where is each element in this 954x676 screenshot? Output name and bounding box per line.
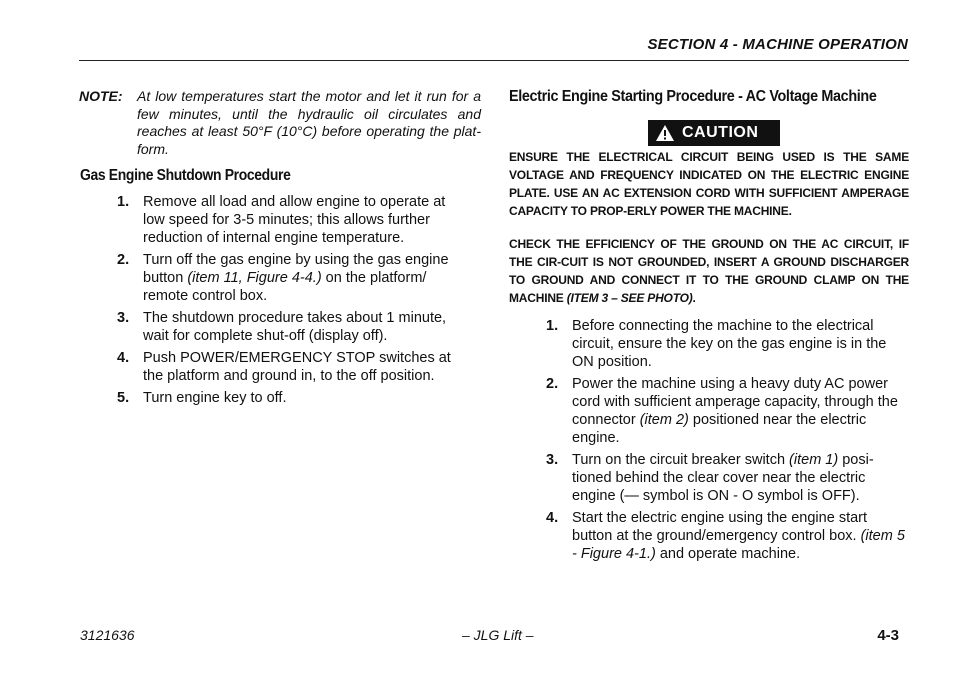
list-item bbox=[117, 349, 469, 385]
step-number: 2. bbox=[546, 376, 559, 392]
step-text: Remove all load and allow engine to operate at low speed for 3-5 minutes; this allows further reduction of internal engine temperature. bbox=[143, 194, 446, 246]
list-item bbox=[546, 375, 910, 447]
ac-start-heading: Electric Engine Starting Procedure - AC Voltage Machine bbox=[509, 88, 877, 105]
item-reference: (item 1) bbox=[789, 452, 839, 468]
step-number: 4. bbox=[117, 350, 130, 366]
header-divider bbox=[79, 60, 909, 61]
document-number: 3121636 bbox=[80, 627, 135, 643]
gas-shutdown-heading: Gas Engine Shutdown Procedure bbox=[80, 167, 291, 184]
caution-text-ground: CHECK THE EFFICIENCY OF THE GROUND ON THE AC CIRCUIT, IF THE CIR-CUIT IS NOT GROUNDED, INSERT A GROUND DISCHARGER TO GROUND AND CONNECT IT TO THE GROUND CLAMP ON THE MACHINE (ITEM 3 – SEE PHOTO). bbox=[509, 237, 909, 305]
caution-label: CAUTION bbox=[682, 124, 759, 141]
list-item bbox=[117, 309, 469, 345]
list-item bbox=[117, 389, 469, 407]
step-text: Start the electric engine using the engine start button at the ground/emergency control box. (item 5 - Figure 4-1.) and operate machine. bbox=[572, 510, 905, 562]
list-item bbox=[117, 193, 469, 247]
caution-text-voltage: ENSURE THE ELECTRICAL CIRCUIT BEING USED IS THE SAME VOLTAGE AND FREQUENCY INDICATED ON THE ELECTRIC ENGINE PLATE. USE AN AC EXTENSION CORD WITH SUFFICIENT AMPERAGE CAPACITY TO PROP-ERLY POWER THE MACHINE. bbox=[509, 150, 909, 218]
ac-start-steps bbox=[546, 317, 910, 563]
item-reference: (item 11, Figure 4-4.) bbox=[187, 270, 322, 286]
step-number: 4. bbox=[546, 510, 559, 526]
step-text: Turn engine key to off. bbox=[143, 390, 287, 406]
list-item bbox=[546, 317, 910, 371]
note-block bbox=[79, 88, 481, 158]
step-text: Turn on the circuit breaker switch (item 1) posi-tioned behind the clear cover near the electric engine (— symbol is ON - O symbol is OFF). bbox=[572, 452, 874, 504]
list-item bbox=[546, 509, 910, 563]
list-item bbox=[546, 451, 910, 505]
step-number: 1. bbox=[546, 318, 559, 334]
step-number: 1. bbox=[117, 194, 130, 210]
item-reference: (item 5 - Figure 4-1.) bbox=[572, 528, 905, 562]
note-label: NOTE: bbox=[79, 88, 123, 104]
step-number: 5. bbox=[117, 390, 130, 406]
step-number: 3. bbox=[546, 452, 559, 468]
warning-triangle-icon bbox=[655, 124, 675, 142]
step-number: 2. bbox=[117, 252, 130, 268]
item-reference: (ITEM 3 – SEE PHOTO) bbox=[566, 291, 693, 305]
step-text: Push POWER/EMERGENCY STOP switches at the platform and ground in, to the off position. bbox=[143, 350, 451, 384]
item-reference: (item 2) bbox=[639, 412, 689, 428]
gas-shutdown-steps bbox=[117, 193, 469, 407]
page-number: 4-3 bbox=[877, 627, 899, 644]
step-text: Power the machine using a heavy duty AC power cord with sufficient amperage capacity, through the connector (item 2) positioned near the electric engine. bbox=[572, 376, 898, 446]
section-title: SECTION 4 - MACHINE OPERATION bbox=[647, 36, 908, 53]
list-item bbox=[117, 251, 469, 305]
page-header bbox=[0, 0, 954, 62]
footer-publisher: – JLG Lift – bbox=[462, 627, 534, 643]
caution-banner bbox=[648, 120, 780, 146]
step-text: Turn off the gas engine by using the gas engine button (item 11, Figure 4-4.) on the platform/ remote control box. bbox=[143, 252, 449, 304]
step-text: The shutdown procedure takes about 1 minute, wait for complete shut-off (display off). bbox=[143, 310, 447, 344]
note-text: At low temperatures start the motor and let it run for a few minutes, until the hydraulic oil circulates and reaches at least 50°F (10°C) before operating the plat-form. bbox=[137, 88, 481, 157]
step-number: 3. bbox=[117, 310, 130, 326]
step-text: Before connecting the machine to the electrical circuit, ensure the key on the gas engine is in the ON position. bbox=[572, 318, 887, 370]
